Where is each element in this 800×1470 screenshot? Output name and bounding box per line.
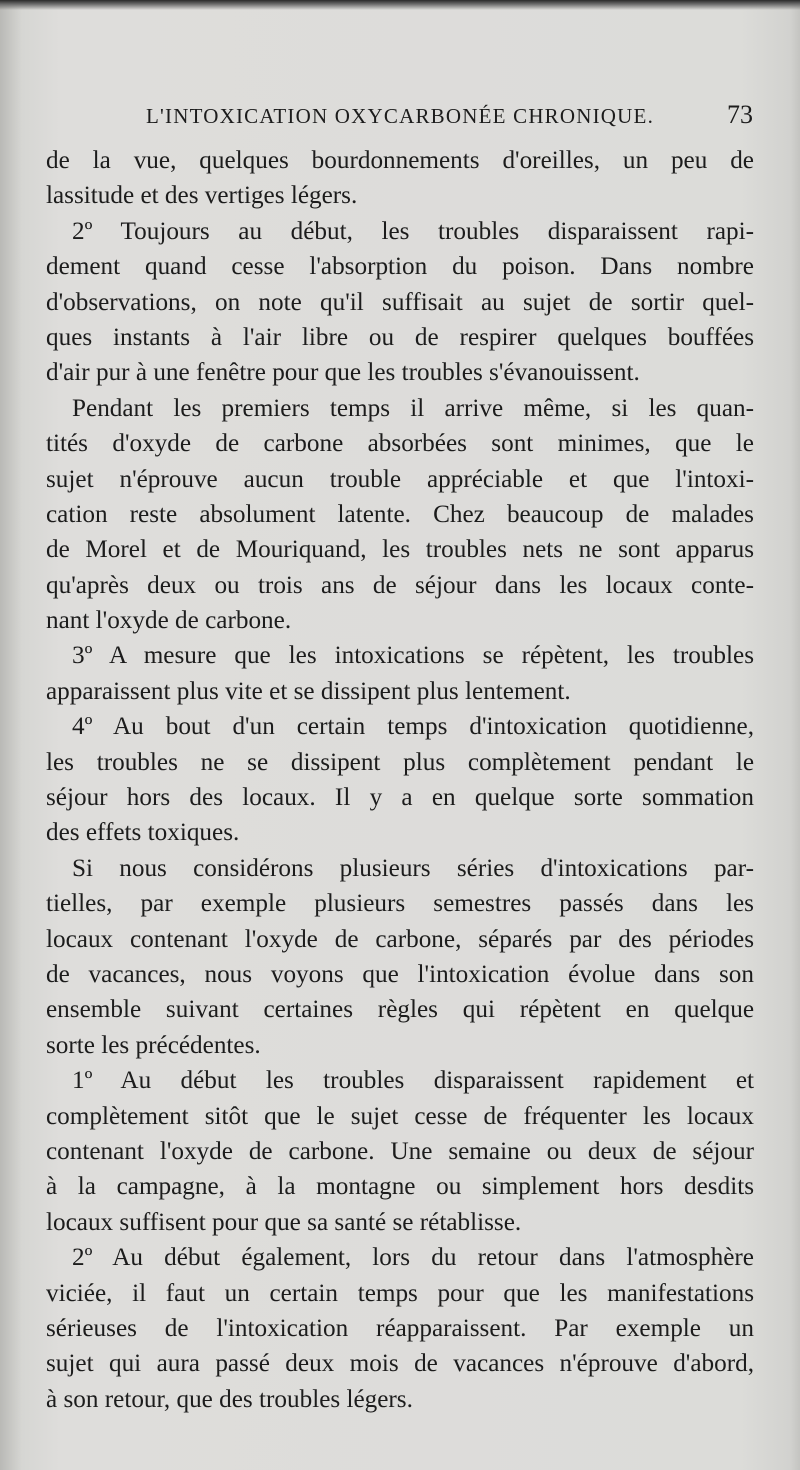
- text-line: complètement sitôt que le sujet cesse de fréquenter les locaux: [46, 1102, 754, 1130]
- text-line: d'observations, on note qu'il suffisait au sujet de sortir quel-: [46, 288, 754, 316]
- text-line: à la campagne, à la montagne ou simplement hors desdits: [46, 1173, 754, 1201]
- text-line: ques instants à l'air libre ou de respirer quelques bouffées: [46, 323, 754, 351]
- paragraph: [46, 214, 754, 391]
- page-number: 73: [727, 100, 753, 129]
- text-line: sérieuses de l'intoxication réapparaissent. Par exemple un: [46, 1314, 754, 1342]
- text-line: 4º Au bout d'un certain temps d'intoxication quotidienne,: [72, 713, 754, 741]
- text-line: contenant l'oxyde de carbone. Une semaine ou deux de séjour: [46, 1137, 754, 1165]
- text-line: locaux suffisent pour que sa santé se rétablisse.: [46, 1208, 522, 1236]
- text-line: sujet n'éprouve aucun trouble appréciable et que l'intoxi-: [46, 465, 754, 493]
- text-line: 1º Au début les troubles disparaissent rapidement et: [72, 1067, 754, 1095]
- paragraph: [46, 143, 754, 214]
- text-line: qu'après deux ou trois ans de séjour dans les locaux conte-: [46, 571, 754, 599]
- text-line: de la vue, quelques bourdonnements d'oreilles, un peu de: [46, 147, 754, 174]
- text-line: dement quand cesse l'absorption du poison. Dans nombre: [46, 253, 754, 281]
- text-line: des effets toxiques.: [46, 819, 240, 847]
- text-line: sorte les précédentes.: [46, 1031, 261, 1059]
- text-line: cation reste absolument latente. Chez beaucoup de malades: [46, 500, 754, 528]
- text-line: de vacances, nous voyons que l'intoxication évolue dans son: [46, 960, 754, 988]
- text-line: les troubles ne se dissipent plus complètement pendant le: [46, 748, 754, 776]
- paragraph: [46, 709, 754, 851]
- paragraph: [46, 851, 754, 1063]
- text-line: tités d'oxyde de carbone absorbées sont minimes, que le: [46, 430, 754, 458]
- text-line: sujet qui aura passé deux mois de vacances n'éprouve d'abord,: [46, 1350, 754, 1378]
- text-line: séjour hors des locaux. Il y a en quelque sorte sommation: [46, 784, 754, 812]
- text-line: Pendant les premiers temps il arrive même, si les quan-: [72, 394, 754, 422]
- text-line: de Morel et de Mouriquand, les troubles nets ne sont apparus: [46, 536, 754, 564]
- paragraph: [46, 391, 754, 639]
- text-line: viciée, il faut un certain temps pour que les manifestations: [46, 1279, 754, 1307]
- text-line: ensemble suivant certaines règles qui répètent en quelque: [46, 996, 754, 1024]
- running-title: L'INTOXICATION OXYCARBONÉE CHRONIQUE.: [146, 104, 655, 128]
- text-line: 3º A mesure que les intoxications se répètent, les troubles: [72, 642, 754, 670]
- paragraph: [46, 638, 754, 709]
- body-text: [46, 143, 754, 1417]
- text-line: 2º Au début également, lors du retour dans l'atmosphère: [72, 1244, 754, 1272]
- text-line: lassitude et des vertiges légers.: [46, 182, 358, 210]
- text-line: 2º Toujours au début, les troubles disparaissent rapi-: [72, 217, 754, 245]
- text-line: locaux contenant l'oxyde de carbone, séparés par des périodes: [46, 925, 754, 953]
- text-line: nant l'oxyde de carbone.: [46, 607, 292, 635]
- text-line: à son retour, que des troubles légers.: [46, 1385, 413, 1413]
- text-line: d'air pur à une fenêtre pour que les troubles s'évanouissent.: [46, 359, 640, 387]
- paragraph: [46, 1240, 754, 1417]
- paragraph: [46, 1063, 754, 1240]
- page-header: [48, 100, 758, 140]
- text-line: apparaissent plus vite et se dissipent plus lentement.: [46, 677, 571, 705]
- text-line: Si nous considérons plusieurs séries d'intoxications par-: [72, 854, 754, 882]
- text-line: tielles, par exemple plusieurs semestres passés dans les: [46, 890, 754, 918]
